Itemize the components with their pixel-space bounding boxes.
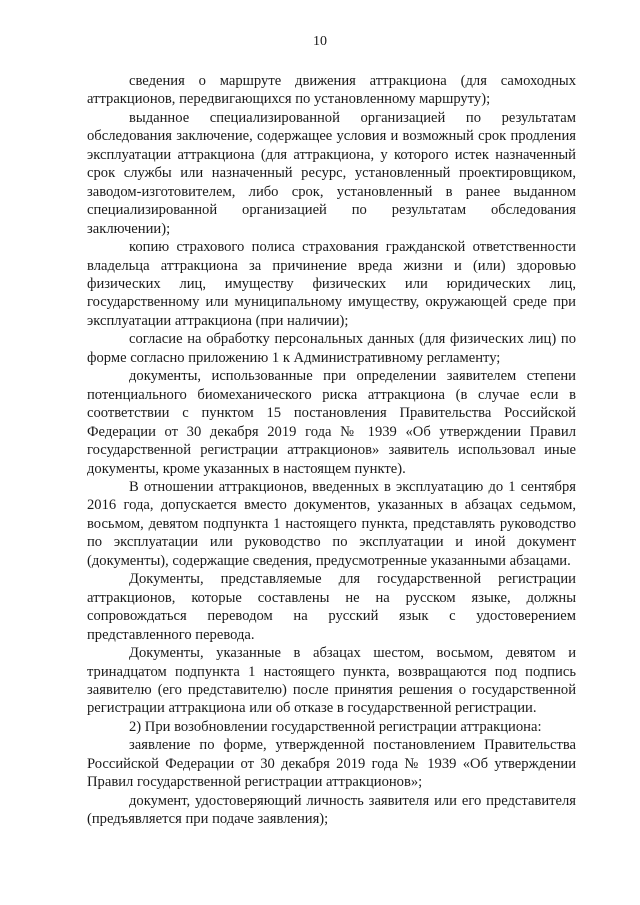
paragraph-renewal-heading: 2) При возобновлении государственной регистрации аттракциона: [129, 718, 542, 735]
paragraph-pre-2016-attractions: В отношении аттракционов, введенных в эксплуатацию до 1 сентября 2016 года, допускается вместо документов, указанных в абзацах седьмом, восьмом, девятом подпункта 1 настоящего пункта, представлять руководство по эксплуатации или руководство по эксплуатации и иной документ (документы), содержащие сведения, предусмотренные указанными абзацами. [87, 478, 576, 569]
paragraph-renewal-application: заявление по форме, утвержденной постановлением Правительства Российской Федерации от 30 декабря 2019 года № 1939 «Об утверждении Правил государственной регистрации аттракционов»; [87, 737, 576, 791]
paragraph-documents-return: Документы, указанные в абзацах шестом, восьмом, девятом и тринадцатом подпункта 1 настоящего пункта, возвращаются под подпись заявителю (его представителю) после принятия решения о государственной регистрации аттракциона или об отказе в государственной регистрации. [87, 645, 576, 717]
paragraph-insurance-policy: копию страхового полиса страхования гражданской ответственности владельца аттракциона за причинение вреда жизни и (или) здоровью физических лиц, имуществу физических или юридических лиц, государственному или муниципальному имуществу, окружающей среде при эксплуатации аттракциона (при наличии); [87, 239, 576, 329]
paragraph-inspection-conclusion: выданное специализированной организацией по результатам обследования заключение, содержащее условия и возможный срок продления эксплуатации аттракциона (для аттракциона, у которого истек назначенный срок службы или назначенный ресурс, установленный проектировщиком, заводом-изготовителем, либо срок, установленный в ранее выданном специализированной организацией по результатам обследования заключении); [87, 109, 576, 237]
paragraph-identity-document: документ, удостоверяющий личность заявителя или его представителя (предъявляется при подаче заявления); [87, 792, 576, 828]
paragraph-risk-documents: документы, использованные при определении заявителем степени потенциального биомеханического риска аттракциона (в случае если в соответствии с пунктом 15 постановления Правительства Российской Федерации от 30 декабря 2019 года № 1939 «Об утверждении Правил государственной регистрации аттракционов» заявитель использовал иные документы, кроме указанных в настоящем пункте). [87, 368, 576, 477]
paragraph-route-info: сведения о маршруте движения аттракциона (для самоходных аттракционов, передвигающихся по установленному маршруту); [87, 73, 576, 108]
document-body [87, 72, 576, 829]
paragraph-personal-data-consent: согласие на обработку персональных данных (для физических лиц) по форме согласно приложению 1 к Административному регламенту; [87, 331, 576, 366]
paragraph-translation-requirement: Документы, представляемые для государственной регистрации аттракционов, которые составлены не на русском языке, должны сопровождаться переводом на русский язык с удостоверением представленного перевода. [87, 571, 576, 643]
page-number: 10 [313, 34, 327, 49]
